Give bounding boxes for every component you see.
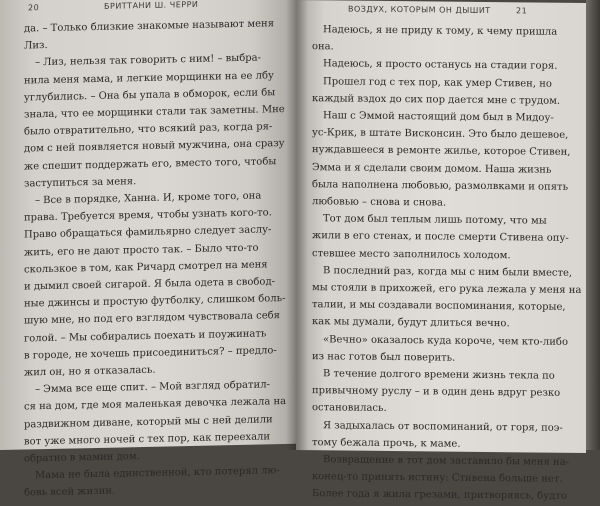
text-line: обратно в мамин дом. — [24, 451, 140, 465]
text-line: углубились. – Она бы упала в обморок, если бы — [24, 87, 276, 104]
text-line: – Эмма все еще спит. – Мой взгляд обратил- — [35, 379, 270, 396]
text-line: талии, и мы создавали воспоминания, которые, — [312, 299, 566, 314]
text-line: раздвижном диване, который мы с ней делили — [24, 413, 273, 431]
text-line: жили в его стенах, и после смерти Стивена опу- — [312, 230, 569, 245]
text-line: Мама не была единственной, кто потерял лю- — [35, 465, 280, 482]
text-line: было отвратительно, что всякий раз, когда ря- — [24, 121, 273, 138]
left-page-number: 20 — [28, 3, 40, 13]
right-page-number: 21 — [516, 6, 528, 16]
text-line: как мы думали, будут длиться вечно. — [312, 316, 510, 330]
text-line: В последний раз, когда мы с ним были вместе, — [323, 265, 573, 279]
background-edge — [586, 0, 600, 450]
text-line: привычному руслу – и в один день вдруг резко — [312, 385, 561, 400]
text-line: нила меня мама, и легкие морщинки на ее лбу — [24, 69, 274, 87]
text-line: в городе, не хочешь присоединиться? – предло- — [24, 345, 277, 362]
text-line: знала, что ее морщинки стали так заметны. Мне — [24, 104, 285, 121]
text-line: «Вечно» оказалось куда короче, чем кто-либо — [323, 333, 568, 348]
text-line: – Все в порядке, Ханна. И, кроме того, она — [35, 190, 262, 207]
text-line: Возвращение в тот дом заставило бы меня на- — [323, 454, 570, 468]
text-line: Надеюсь, я просто останусь на стадии горя. — [323, 58, 558, 73]
text-line: заступиться за меня. — [24, 175, 137, 190]
text-line: скользкое в том, как Ричард смотрел на меня — [24, 259, 268, 276]
text-line: из нас готов был поверить. — [312, 351, 456, 364]
text-line: остановилась. — [312, 402, 387, 415]
text-line: мы стояли в прихожей, его рука лежала у меня на — [312, 282, 582, 297]
right-page — [296, 0, 586, 503]
text-line: бовь всей жизни. — [24, 486, 116, 499]
right-page-text — [312, 21, 582, 505]
text-line: Лиз. — [24, 40, 48, 52]
text-line: ус-Крик, в штате Висконсин. Это было дешевое, — [312, 127, 569, 142]
text-line: нуждавшееся в ремонте жилье, которое Стивен, — [312, 144, 571, 159]
text-line: Право обращаться фамильярно следует заслу- — [24, 224, 272, 241]
text-line: стевшее место заполнилось холодом. — [312, 247, 511, 261]
text-line: Более года я жила грезами, притворяясь, будто — [312, 488, 567, 503]
text-line: же спешит поддержать его, вместо того, чтобы — [24, 155, 277, 173]
text-line: Я задыхалась от воспоминаний, от горя, поэ- — [323, 419, 563, 434]
left-page — [0, 0, 296, 499]
text-line: она. — [312, 41, 334, 53]
text-line: Надеюсь, я не приду к тому, к чему пришла — [323, 24, 558, 38]
book-gutter-shadow — [286, 0, 308, 450]
text-line: права. Требуется время, чтобы узнать кого-то. — [24, 207, 272, 224]
left-running-header: БРИТТАНИ Ш. ЧЕРРИ — [104, 0, 199, 11]
text-line: Тот дом был теплым лишь потому, что мы — [323, 213, 547, 227]
text-line: каждый вздох до сих пор дается мне с трудом. — [312, 92, 561, 107]
text-line: дом с ней появляется новый мужчина, она сразу — [24, 138, 285, 155]
text-line: Прошел год с тех пор, как умер Стивен, но — [323, 75, 552, 90]
text-line: Наш с Эммой настоящий дом был в Мидоу- — [323, 110, 554, 124]
text-line: жить, его не дают просто так. – Было что-то — [24, 242, 259, 259]
text-line: была наполнена любовью, размолвками и опять — [312, 178, 569, 193]
text-line: да. – Только близкие знакомые называют меня — [24, 18, 274, 35]
left-page-text — [24, 15, 286, 502]
text-line: любовью – снова и снова. — [312, 196, 447, 209]
right-running-header: ВОЗДУХ, КОТОРЫМ ОН ДЫШИТ — [348, 4, 491, 16]
text-line: Эмма и я сделали своим домом. Наша жизнь — [312, 161, 552, 176]
text-line: вот уже много ночей с тех пор, как переехали — [24, 431, 271, 448]
text-line: В течение долгого времени жизнь текла по — [323, 368, 555, 382]
text-line: и дымил своей сигарой. Я была одета в свобод- — [24, 276, 275, 293]
text-line: конец-то принять истину: Стивена больше нет. — [312, 471, 563, 486]
text-line: жил он, но я отказалась. — [24, 364, 156, 379]
text-line: тому бежала прочь, к маме. — [312, 437, 461, 450]
text-line: – Лиз, нельзя так говорить с ним! – выбра- — [35, 52, 261, 69]
text-line: голой. – Мы собирались поехать и поужинать — [24, 328, 267, 345]
text-line: шую мне, но под его взглядом чувствовала себя — [24, 310, 280, 327]
text-line: ся на дом, где моя маленькая девочка лежала на — [24, 396, 287, 413]
text-line: ные джинсы и простую футболку, слишком боль- — [24, 293, 286, 310]
